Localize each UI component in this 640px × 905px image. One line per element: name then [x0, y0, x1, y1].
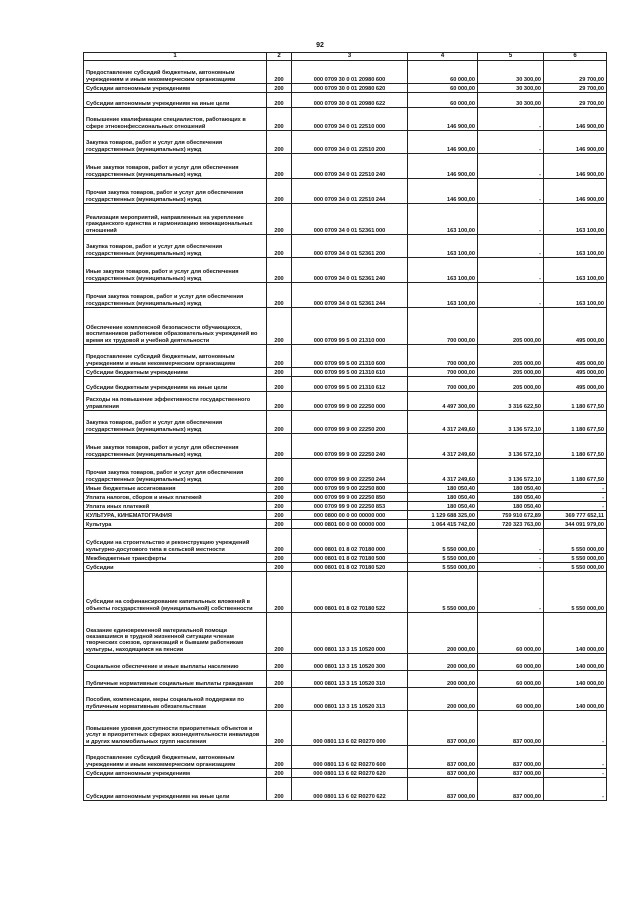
row-line-code: 200 — [267, 671, 292, 688]
row-name: Оказание единовременной материальной помощи оказавшимся в трудной жизненной ситуации членам творческих союзов, организаций и бывшим работникам культуры, находящимся на пенсии — [84, 613, 267, 654]
row-name: Субсидии автономным учреждениям — [84, 769, 267, 778]
table-row — [84, 671, 607, 688]
row-budget-code: 000 0709 30 0 01 20980 620 — [292, 84, 408, 93]
row-line-code: 200 — [267, 93, 292, 108]
row-name: Реализация мероприятий, направленных на укрепление гражданского единства и гармонизацию межнациональных отношений — [84, 204, 267, 235]
row-executed-amount: 837 000,00 — [478, 769, 544, 778]
row-line-code: 200 — [267, 654, 292, 671]
row-approved-amount: 5 550 000,00 — [408, 529, 478, 554]
row-approved-amount: 180 050,40 — [408, 502, 478, 511]
row-budget-code: 000 0801 01 8 02 70180 000 — [292, 529, 408, 554]
row-approved-amount: 5 550 000,00 — [408, 563, 478, 572]
row-name: Субсидии — [84, 563, 267, 572]
row-remaining-amount: - — [544, 484, 607, 493]
row-line-code: 200 — [267, 502, 292, 511]
row-line-code: 200 — [267, 283, 292, 308]
row-name: Субсидии автономным учреждениям — [84, 84, 267, 93]
row-name: Культура — [84, 520, 267, 529]
row-name: Иные закупки товаров, работ и услуг для обеспечения государственных (муниципальных) нужд — [84, 258, 267, 283]
row-name: Социальное обеспечение и иные выплаты населению — [84, 654, 267, 671]
row-approved-amount: 700 000,00 — [408, 377, 478, 392]
row-executed-amount: 205 000,00 — [478, 308, 544, 345]
column-header: 2 — [267, 53, 292, 61]
row-line-code: 200 — [267, 778, 292, 801]
row-budget-code: 000 0709 99 5 00 21310 612 — [292, 377, 408, 392]
row-approved-amount: 700 000,00 — [408, 345, 478, 368]
row-line-code: 200 — [267, 484, 292, 493]
row-executed-amount: - — [478, 258, 544, 283]
row-remaining-amount: 1 180 677,50 — [544, 411, 607, 434]
row-remaining-amount: 146 900,00 — [544, 131, 607, 154]
row-budget-code: 000 0801 13 3 15 10520 310 — [292, 671, 408, 688]
table-row — [84, 529, 607, 554]
column-header: 3 — [292, 53, 408, 61]
row-executed-amount: 180 050,40 — [478, 493, 544, 502]
row-budget-code: 000 0709 34 0 01 52361 244 — [292, 283, 408, 308]
row-line-code: 200 — [267, 308, 292, 345]
row-line-code: 200 — [267, 204, 292, 235]
row-approved-amount: 5 550 000,00 — [408, 554, 478, 563]
table-row — [84, 502, 607, 511]
row-budget-code: 000 0709 34 0 01 52361 240 — [292, 258, 408, 283]
row-budget-code: 000 0801 13 3 15 10520 000 — [292, 613, 408, 654]
row-name: Пособия, компенсации, меры социальной поддержки по публичным нормативным обязательствам — [84, 688, 267, 711]
row-budget-code: 000 0709 30 0 01 20980 622 — [292, 93, 408, 108]
row-approved-amount: 200 000,00 — [408, 654, 478, 671]
table-row — [84, 563, 607, 572]
row-remaining-amount: 495 000,00 — [544, 377, 607, 392]
row-budget-code: 000 0801 13 3 15 10520 300 — [292, 654, 408, 671]
row-remaining-amount: 1 180 677,50 — [544, 434, 607, 459]
row-name: Повышение квалификации специалистов, работающих в сфере этноконфессиональных отношений — [84, 108, 267, 131]
row-name: Субсидии автономным учреждениям на иные цели — [84, 93, 267, 108]
row-budget-code: 000 0801 13 3 15 10520 313 — [292, 688, 408, 711]
table-row — [84, 258, 607, 283]
row-name: Субсидии бюджетным учреждениям на иные цели — [84, 377, 267, 392]
row-line-code: 200 — [267, 84, 292, 93]
row-executed-amount: 837 000,00 — [478, 746, 544, 769]
column-header: 1 — [84, 53, 267, 61]
row-approved-amount: 60 000,00 — [408, 93, 478, 108]
row-executed-amount: 180 050,40 — [478, 484, 544, 493]
row-remaining-amount: 5 550 000,00 — [544, 554, 607, 563]
row-remaining-amount: 1 180 677,50 — [544, 392, 607, 411]
table-row — [84, 235, 607, 258]
row-approved-amount: 163 100,00 — [408, 283, 478, 308]
table-row — [84, 377, 607, 392]
column-header: 4 — [408, 53, 478, 61]
row-line-code: 200 — [267, 572, 292, 613]
row-name: Иные закупки товаров, работ и услуг для обеспечения государственных (муниципальных) нужд — [84, 154, 267, 179]
row-executed-amount: 837 000,00 — [478, 778, 544, 801]
table-row — [84, 204, 607, 235]
row-approved-amount: 5 550 000,00 — [408, 572, 478, 613]
row-line-code: 200 — [267, 529, 292, 554]
row-budget-code: 000 0709 99 9 00 22250 244 — [292, 459, 408, 484]
row-remaining-amount: 163 100,00 — [544, 204, 607, 235]
table-body — [84, 61, 607, 801]
table-row — [84, 154, 607, 179]
table-row — [84, 711, 607, 746]
row-line-code: 200 — [267, 520, 292, 529]
row-executed-amount: - — [478, 283, 544, 308]
row-line-code: 200 — [267, 235, 292, 258]
row-executed-amount: 30 300,00 — [478, 93, 544, 108]
row-budget-code: 000 0709 99 9 00 22250 853 — [292, 502, 408, 511]
row-approved-amount: 163 100,00 — [408, 235, 478, 258]
row-approved-amount: 837 000,00 — [408, 711, 478, 746]
row-executed-amount: 60 000,00 — [478, 654, 544, 671]
row-line-code: 200 — [267, 179, 292, 204]
row-remaining-amount: 140 000,00 — [544, 613, 607, 654]
table-row — [84, 493, 607, 502]
table-row — [84, 778, 607, 801]
row-approved-amount: 837 000,00 — [408, 778, 478, 801]
row-line-code: 200 — [267, 746, 292, 769]
row-remaining-amount: 344 091 979,00 — [544, 520, 607, 529]
row-budget-code: 000 0709 34 0 01 52361 200 — [292, 235, 408, 258]
row-name: Субсидии бюджетным учреждениям — [84, 368, 267, 377]
row-budget-code: 000 0709 99 5 00 21310 600 — [292, 345, 408, 368]
row-approved-amount: 180 050,40 — [408, 484, 478, 493]
row-name: Публичные нормативные социальные выплаты гражданам — [84, 671, 267, 688]
row-approved-amount: 4 317 249,60 — [408, 459, 478, 484]
row-name: Уплата налогов, сборов и иных платежей — [84, 493, 267, 502]
row-executed-amount: 60 000,00 — [478, 613, 544, 654]
row-budget-code: 000 0801 01 8 02 70180 522 — [292, 572, 408, 613]
row-approved-amount: 200 000,00 — [408, 671, 478, 688]
table-row — [84, 308, 607, 345]
row-executed-amount: 30 300,00 — [478, 84, 544, 93]
row-budget-code: 000 0709 34 0 01 22510 244 — [292, 179, 408, 204]
row-name: Прочая закупка товаров, работ и услуг для обеспечения государственных (муниципальных) нужд — [84, 459, 267, 484]
row-line-code: 200 — [267, 61, 292, 84]
row-remaining-amount: 29 700,00 — [544, 61, 607, 84]
row-line-code: 200 — [267, 368, 292, 377]
row-approved-amount: 837 000,00 — [408, 769, 478, 778]
table-row — [84, 484, 607, 493]
row-executed-amount: - — [478, 563, 544, 572]
row-budget-code: 000 0801 13 6 02 R0270 000 — [292, 711, 408, 746]
row-remaining-amount: - — [544, 769, 607, 778]
table-row — [84, 520, 607, 529]
row-remaining-amount: 5 550 000,00 — [544, 563, 607, 572]
row-executed-amount: - — [478, 154, 544, 179]
column-number-row — [84, 53, 607, 61]
row-budget-code: 000 0709 34 0 01 22510 000 — [292, 108, 408, 131]
row-executed-amount: 180 050,40 — [478, 502, 544, 511]
table-row — [84, 93, 607, 108]
table-row — [84, 131, 607, 154]
row-approved-amount: 146 900,00 — [408, 154, 478, 179]
row-approved-amount: 163 100,00 — [408, 204, 478, 235]
table-row — [84, 572, 607, 613]
row-name: Предоставление субсидий бюджетным, автономным учреждениям и иным некоммерческим организациям — [84, 345, 267, 368]
row-name: Субсидии на строительство и реконструкцию учреждений культурно-досугового типа в сельской местности — [84, 529, 267, 554]
row-executed-amount: - — [478, 235, 544, 258]
row-remaining-amount: - — [544, 502, 607, 511]
row-line-code: 200 — [267, 377, 292, 392]
table-row — [84, 368, 607, 377]
row-remaining-amount: 495 000,00 — [544, 345, 607, 368]
row-approved-amount: 1 129 688 325,00 — [408, 511, 478, 520]
row-line-code: 200 — [267, 459, 292, 484]
row-approved-amount: 200 000,00 — [408, 688, 478, 711]
row-executed-amount: 3 136 572,10 — [478, 459, 544, 484]
row-name: Межбюджетные трансферты — [84, 554, 267, 563]
row-approved-amount: 200 000,00 — [408, 613, 478, 654]
row-approved-amount: 146 900,00 — [408, 108, 478, 131]
row-remaining-amount: 369 777 652,11 — [544, 511, 607, 520]
row-executed-amount: 3 316 622,50 — [478, 392, 544, 411]
row-line-code: 200 — [267, 258, 292, 283]
row-remaining-amount: - — [544, 778, 607, 801]
row-executed-amount: 837 000,00 — [478, 711, 544, 746]
column-header: 5 — [478, 53, 544, 61]
row-name: Закупка товаров, работ и услуг для обеспечения государственных (муниципальных) нужд — [84, 235, 267, 258]
row-budget-code: 000 0709 34 0 01 52361 000 — [292, 204, 408, 235]
row-approved-amount: 163 100,00 — [408, 258, 478, 283]
row-remaining-amount: - — [544, 711, 607, 746]
row-line-code: 200 — [267, 345, 292, 368]
row-remaining-amount: 163 100,00 — [544, 258, 607, 283]
row-budget-code: 000 0709 99 9 00 22250 240 — [292, 434, 408, 459]
row-executed-amount: 720 323 763,00 — [478, 520, 544, 529]
row-budget-code: 000 0709 99 9 00 22250 200 — [292, 411, 408, 434]
row-executed-amount: 3 136 572,10 — [478, 434, 544, 459]
table-row — [84, 392, 607, 411]
row-executed-amount: - — [478, 179, 544, 204]
row-remaining-amount: 495 000,00 — [544, 308, 607, 345]
row-approved-amount: 60 000,00 — [408, 84, 478, 93]
row-remaining-amount: 5 550 000,00 — [544, 529, 607, 554]
row-budget-code: 000 0801 13 6 02 R0270 600 — [292, 746, 408, 769]
row-approved-amount: 146 900,00 — [408, 131, 478, 154]
row-line-code: 200 — [267, 411, 292, 434]
row-line-code: 200 — [267, 434, 292, 459]
row-executed-amount: - — [478, 204, 544, 235]
row-executed-amount: - — [478, 108, 544, 131]
row-approved-amount: 837 000,00 — [408, 746, 478, 769]
row-approved-amount: 4 317 249,60 — [408, 411, 478, 434]
row-executed-amount: 205 000,00 — [478, 345, 544, 368]
row-remaining-amount: 495 000,00 — [544, 368, 607, 377]
row-name: Прочая закупка товаров, работ и услуг для обеспечения государственных (муниципальных) нужд — [84, 179, 267, 204]
page-number: 92 — [316, 42, 324, 49]
row-remaining-amount: 146 900,00 — [544, 154, 607, 179]
table-row — [84, 459, 607, 484]
table-row — [84, 654, 607, 671]
row-budget-code: 000 0801 01 8 02 70180 500 — [292, 554, 408, 563]
row-budget-code: 000 0709 99 5 00 21310 610 — [292, 368, 408, 377]
row-name: Обеспечение комплексной безопасности обучающихся, воспитанников работников образовательных учреждений во время их трудовой и учебной деятельности — [84, 308, 267, 345]
row-remaining-amount: 5 550 000,00 — [544, 572, 607, 613]
column-header: 6 — [544, 53, 607, 61]
row-approved-amount: 1 064 415 742,00 — [408, 520, 478, 529]
row-name: Прочая закупка товаров, работ и услуг для обеспечения государственных (муниципальных) нужд — [84, 283, 267, 308]
row-name: Закупка товаров, работ и услуг для обеспечения государственных (муниципальных) нужд — [84, 131, 267, 154]
row-remaining-amount: 140 000,00 — [544, 671, 607, 688]
row-budget-code: 000 0709 99 9 00 22250 800 — [292, 484, 408, 493]
row-remaining-amount: 140 000,00 — [544, 654, 607, 671]
row-line-code: 200 — [267, 613, 292, 654]
row-name: Иные бюджетные ассигнования — [84, 484, 267, 493]
row-approved-amount: 60 000,00 — [408, 61, 478, 84]
table-row — [84, 434, 607, 459]
row-budget-code: 000 0709 34 0 01 22510 200 — [292, 131, 408, 154]
row-name: Субсидии на софинансирование капитальных вложений в объекты государственной (муниципальной) собственности — [84, 572, 267, 613]
table-row — [84, 411, 607, 434]
row-remaining-amount: 140 000,00 — [544, 688, 607, 711]
row-line-code: 200 — [267, 769, 292, 778]
row-approved-amount: 700 000,00 — [408, 368, 478, 377]
row-remaining-amount: 146 900,00 — [544, 108, 607, 131]
row-executed-amount: 759 910 672,89 — [478, 511, 544, 520]
row-name: Уплата иных платежей — [84, 502, 267, 511]
row-remaining-amount: - — [544, 746, 607, 769]
row-executed-amount: - — [478, 554, 544, 563]
row-name: Предоставление субсидий бюджетным, автономным учреждениям и иным некоммерческим организациям — [84, 746, 267, 769]
row-remaining-amount: - — [544, 493, 607, 502]
row-budget-code: 000 0709 99 9 00 22250 850 — [292, 493, 408, 502]
row-line-code: 200 — [267, 493, 292, 502]
row-budget-code: 000 0801 13 6 02 R0270 622 — [292, 778, 408, 801]
table-row — [84, 108, 607, 131]
table-row — [84, 283, 607, 308]
row-line-code: 200 — [267, 131, 292, 154]
row-name: Иные закупки товаров, работ и услуг для обеспечения государственных (муниципальных) нужд — [84, 434, 267, 459]
row-executed-amount: - — [478, 529, 544, 554]
row-name: Закупка товаров, работ и услуг для обеспечения государственных (муниципальных) нужд — [84, 411, 267, 434]
table-row — [84, 769, 607, 778]
row-line-code: 200 — [267, 711, 292, 746]
row-approved-amount: 4 497 300,00 — [408, 392, 478, 411]
row-name: Предоставление субсидий бюджетным, автономным учреждениям и иным некоммерческим организациям — [84, 61, 267, 84]
row-remaining-amount: 29 700,00 — [544, 84, 607, 93]
row-line-code: 200 — [267, 154, 292, 179]
row-line-code: 200 — [267, 688, 292, 711]
row-executed-amount: 60 000,00 — [478, 671, 544, 688]
row-approved-amount: 146 900,00 — [408, 179, 478, 204]
row-budget-code: 000 0709 99 5 00 21310 000 — [292, 308, 408, 345]
row-line-code: 200 — [267, 511, 292, 520]
table-row — [84, 511, 607, 520]
row-line-code: 200 — [267, 563, 292, 572]
row-remaining-amount: 29 700,00 — [544, 93, 607, 108]
table-row — [84, 613, 607, 654]
table-row — [84, 746, 607, 769]
row-approved-amount: 700 000,00 — [408, 308, 478, 345]
row-executed-amount: 30 300,00 — [478, 61, 544, 84]
row-executed-amount: - — [478, 572, 544, 613]
row-line-code: 200 — [267, 392, 292, 411]
row-approved-amount: 4 317 249,60 — [408, 434, 478, 459]
row-budget-code: 000 0800 00 0 00 00000 000 — [292, 511, 408, 520]
budget-table — [83, 52, 607, 801]
row-budget-code: 000 0709 30 0 01 20980 600 — [292, 61, 408, 84]
row-executed-amount: 3 136 572,10 — [478, 411, 544, 434]
row-approved-amount: 180 050,40 — [408, 493, 478, 502]
table-row — [84, 345, 607, 368]
table-row — [84, 179, 607, 204]
row-budget-code: 000 0709 99 9 00 22250 000 — [292, 392, 408, 411]
row-budget-code: 000 0801 00 0 00 00000 000 — [292, 520, 408, 529]
row-name: Повышение уровня доступности приоритетных объектов и услуг в приоритетных сферах жизнедеятельности инвалидов и других маломобильных групп населения — [84, 711, 267, 746]
row-budget-code: 000 0801 01 8 02 70180 520 — [292, 563, 408, 572]
table-row — [84, 84, 607, 93]
row-budget-code: 000 0801 13 6 02 R0270 620 — [292, 769, 408, 778]
table-row — [84, 554, 607, 563]
row-budget-code: 000 0709 34 0 01 22510 240 — [292, 154, 408, 179]
row-remaining-amount: 163 100,00 — [544, 235, 607, 258]
row-line-code: 200 — [267, 554, 292, 563]
row-remaining-amount: 146 900,00 — [544, 179, 607, 204]
table-row — [84, 688, 607, 711]
row-name: Расходы на повышение эффективности государственного управления — [84, 392, 267, 411]
row-executed-amount: 205 000,00 — [478, 368, 544, 377]
row-name: Субсидии автономным учреждениям на иные цели — [84, 778, 267, 801]
row-executed-amount: - — [478, 131, 544, 154]
row-remaining-amount: 1 180 677,50 — [544, 459, 607, 484]
row-remaining-amount: 163 100,00 — [544, 283, 607, 308]
row-executed-amount: 60 000,00 — [478, 688, 544, 711]
row-line-code: 200 — [267, 108, 292, 131]
row-name: КУЛЬТУРА, КИНЕМАТОГРАФИЯ — [84, 511, 267, 520]
row-executed-amount: 205 000,00 — [478, 377, 544, 392]
table-row — [84, 61, 607, 84]
